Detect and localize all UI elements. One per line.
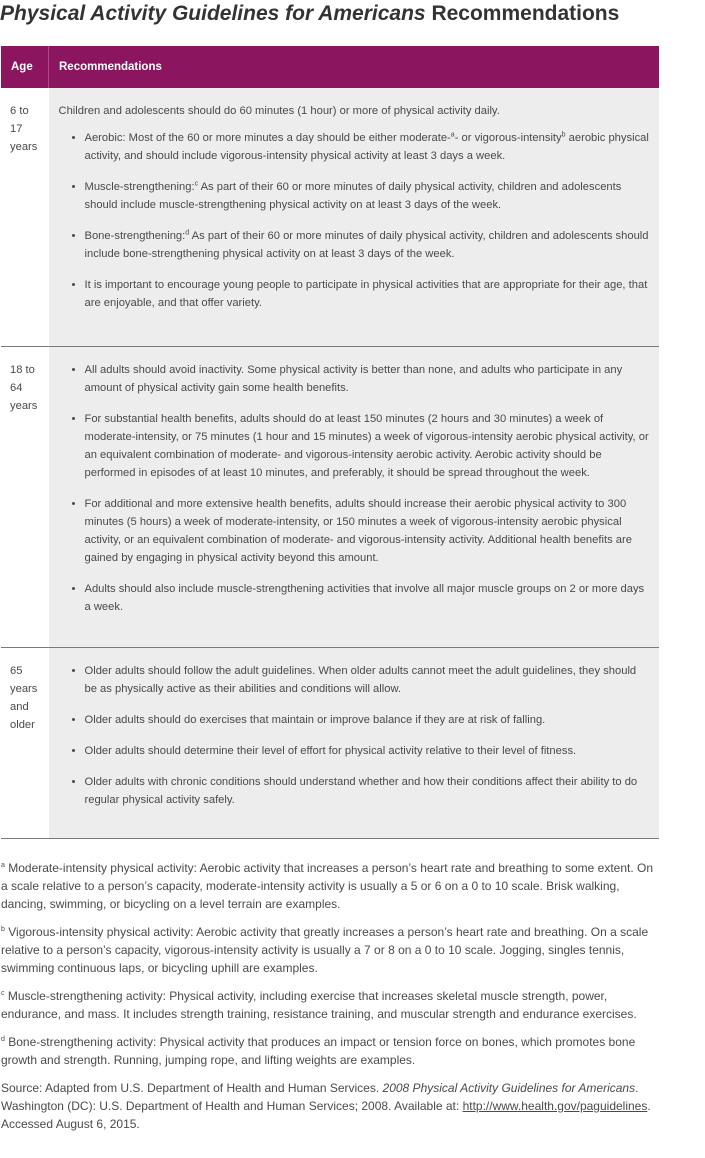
recommendation-item [85, 178, 650, 214]
age-cell [1, 647, 49, 838]
footnote-text: Moderate-intensity physical activity: Aerobic activity that increases a person’s heart rate and breathing to some extent. On a scale relative to a person’s capacity, moderate-intensity activity is usually a 5 or 6 on a 0 to 10 scale. Brisk walking, dancing, swimming, or bicycling on a level terrain are examples. [1, 861, 654, 911]
recommendation-text: Muscle-strengthening: [84, 181, 195, 193]
recommendation-item [85, 773, 650, 809]
footnote-marker: c [194, 180, 199, 188]
table-row [1, 346, 659, 647]
source-link[interactable]: http://www.health.gov/paguidelines [462, 1099, 648, 1113]
recommendation-list [59, 361, 650, 616]
recommendation-list [59, 662, 650, 809]
footnote-text: Muscle-strengthening activity: Physical activity, including exercise that increases skeletal muscle strength, power, endurance, and mass. It includes strength training, resistance training, and muscular strength and endurance exercises. [1, 989, 637, 1021]
footnote-mark: b [1, 926, 5, 933]
recommendation-text: Adults should also include muscle-strengthening activities that involve all major muscle groups on 2 or more days a week. [84, 582, 645, 613]
age-line: 6 to [10, 105, 29, 117]
title-rest: Recommendations [425, 2, 620, 25]
recommendation-list [59, 129, 650, 312]
footnotes [1, 859, 661, 1143]
age-line: and [10, 700, 29, 713]
header-age: Age [1, 46, 49, 88]
age-line: 65 [10, 664, 23, 677]
recommendation-item [85, 276, 650, 312]
footnote [1, 987, 661, 1023]
source-title: 2008 Physical Activity Guidelines for Americans [382, 1081, 636, 1095]
recommendation-text: Bone-strengthening: [84, 230, 186, 242]
recommendation-text: All adults should avoid inactivity. Some physical activity is better than none, and adults who participate in any amount of physical activity gain some health benefits. [84, 363, 623, 394]
age-line: 64 [10, 381, 23, 394]
footnote-marker: b [561, 131, 566, 139]
footnote-mark: c [1, 990, 5, 997]
title-italic: Physical Activity Guidelines for Americans [0, 2, 426, 25]
footnote [1, 923, 661, 977]
age-cell [1, 88, 49, 346]
recommendation-intro: Children and adolescents should do 60 minutes (1 hour) or more of physical activity daily. [58, 105, 500, 117]
guidelines-table [1, 46, 659, 839]
recommendation-text: Aerobic: Most of the 60 or more minutes a day should be either moderate- [84, 132, 451, 144]
recommendation-item [85, 580, 650, 616]
recommendation-item [85, 742, 650, 760]
table-row [1, 88, 659, 346]
age-cell [1, 346, 49, 647]
footnote-marker: a [450, 131, 455, 139]
page-title [0, 0, 705, 28]
recommendation-text: For additional and more extensive health benefits, adults should increase their aerobic physical activity to 300 minutes (5 hours) a week of moderate-intensity, or 150 minutes a week of vigorous-intensity aerobic physical activity, or an equivalent combination of moderate- and vigorous-intensity activity. Additional health benefits are gained by engaging in physical activity beyond this amount. [84, 497, 632, 564]
recommendation-item [85, 227, 650, 263]
footnote-text: Vigorous-intensity physical activity: Aerobic activity that greatly increases a person’s heart rate and breathing. On a scale relative to a person’s capacity, vigorous-intensity activity is usually a 7 or 8 on a 0 to 10 scale. Jogging, singles tennis, swimming continuous laps, or bicycling uphill are examples. [1, 925, 649, 975]
recommendation-text: Older adults should do exercises that maintain or improve balance if they are at risk of falling. [84, 713, 546, 726]
recommendation-text: Older adults should follow the adult guidelines. When older adults cannot meet the adult guidelines, they should be as physically active as their abilities and conditions will allow. [84, 664, 637, 695]
recommendation-item [85, 410, 650, 482]
footnote [1, 859, 661, 913]
recommendation-item [85, 495, 650, 567]
recommendation-item [85, 129, 650, 165]
source-middle: . Washington (DC): U.S. Department of Health and Human Services; 2008. Available at: [1, 1081, 639, 1113]
footnote-mark: d [1, 1036, 5, 1043]
footnote-list [1, 859, 661, 1069]
age-line: 18 to [10, 363, 35, 376]
age-line: 17 [10, 123, 23, 135]
source-suffix: . Accessed August 6, 2015. [1, 1099, 651, 1131]
recommendation-item [85, 662, 650, 698]
source-prefix: Source: Adapted from U.S. Department of Health and Human Services. [1, 1081, 383, 1095]
age-line: years [10, 399, 38, 412]
recommendation-text: As part of their 60 or more minutes of daily physical activity, children and adolescents should include bone-strengthening physical activity on at least 3 days of the week. [84, 230, 649, 260]
recommendations-cell [49, 88, 660, 346]
footnote [1, 1033, 661, 1069]
table-header-row [1, 46, 659, 88]
recommendations-cell [49, 647, 660, 838]
recommendation-text: Older adults should determine their level of effort for physical activity relative to their level of fitness. [84, 744, 577, 757]
recommendations-cell [49, 346, 660, 647]
table-body [1, 88, 659, 838]
age-line: years [10, 141, 38, 153]
recommendation-text: Older adults with chronic conditions should understand whether and how their conditions affect their ability to do regular physical activity safely. [84, 775, 638, 806]
footnote-mark: a [1, 862, 5, 869]
recommendation-text: - or vigorous-intensity [454, 132, 562, 144]
recommendation-item [85, 711, 650, 729]
header-recommendations: Recommendations [49, 46, 660, 88]
footnote-marker: d [185, 229, 190, 237]
age-line: older [10, 718, 35, 731]
recommendation-text: aerobic physical activity, and should include vigorous-intensity physical activity at least 3 days a week. [84, 132, 649, 162]
age-line: years [10, 682, 38, 695]
recommendation-text: As part of their 60 or more minutes of daily physical activity, children and adolescents should include muscle-strengthening physical activity on at least 3 days of the week. [84, 181, 622, 211]
footnote-text: Bone-strengthening activity: Physical activity that produces an impact or tension force on bones, which promotes bone growth and strength. Running, jumping rope, and lifting weights are examples. [1, 1035, 636, 1067]
source-citation [1, 1079, 661, 1133]
recommendation-text: It is important to encourage young people to participate in physical activities that are appropriate for their age, that are enjoyable, and that offer variety. [84, 279, 648, 309]
recommendation-item [85, 361, 650, 397]
recommendation-text: For substantial health benefits, adults should do at least 150 minutes (2 hours and 30 minutes) a week of moderate-intensity, or 75 minutes (1 hour and 15 minutes) a week of vigorous-intensity aerobic physical activity, or an equivalent combination of moderate- and vigorous-intensity aerobic activity. Aerobic activity should be performed in episodes of at least 10 minutes, and preferably, it should be spread throughout the week. [84, 412, 649, 479]
table-row [1, 647, 659, 838]
